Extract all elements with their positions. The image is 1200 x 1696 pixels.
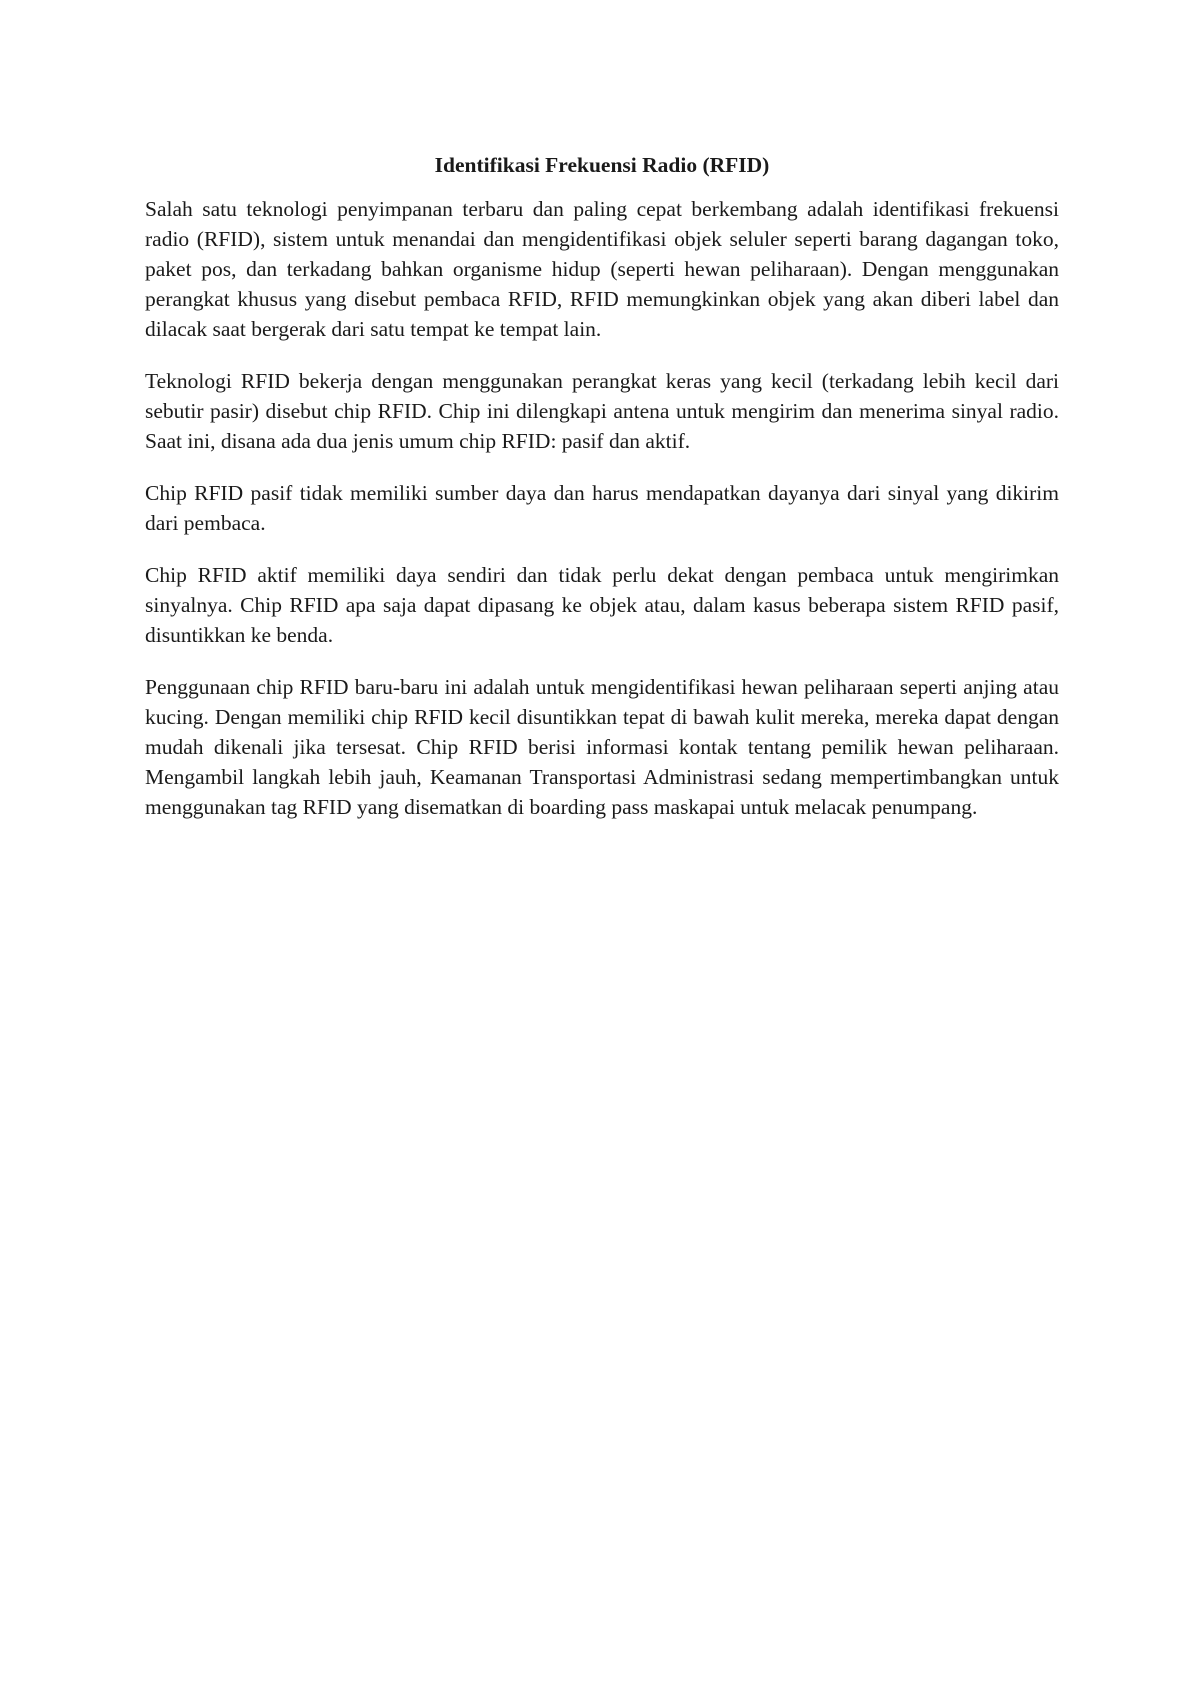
document-body	[145, 150, 1059, 844]
paragraph-how-it-works: Teknologi RFID bekerja dengan menggunakan perangkat keras yang kecil (terkadang lebih kecil dari sebutir pasir) disebut chip RFID. Chip ini dilengkapi antena untuk mengirim dan menerima sinyal radio. Saat ini, disana ada dua jenis umum chip RFID: pasif dan aktif.	[145, 369, 1059, 453]
paragraph-passive-chip: Chip RFID pasif tidak memiliki sumber daya dan harus mendapatkan dayanya dari sinyal yang dikirim dari pembaca.	[145, 481, 1059, 535]
paragraph-active-chip: Chip RFID aktif memiliki daya sendiri dan tidak perlu dekat dengan pembaca untuk mengirimkan sinyalnya. Chip RFID apa saja dapat dipasang ke objek atau, dalam kasus beberapa sistem RFID pasif, disuntikkan ke benda.	[145, 563, 1059, 647]
document-title: Identifikasi Frekuensi Radio (RFID)	[434, 153, 770, 177]
paragraph-intro: Salah satu teknologi penyimpanan terbaru dan paling cepat berkembang adalah identifikasi frekuensi radio (RFID), sistem untuk menandai dan mengidentifikasi objek seluler seperti barang dagangan toko, paket pos, dan terkadang bahkan organisme hidup (seperti hewan peliharaan). Dengan menggunakan perangkat khusus yang disebut pembaca RFID, RFID memungkinkan objek yang akan diberi label dan dilacak saat bergerak dari satu tempat ke tempat lain.	[145, 197, 1059, 341]
paragraph-pet-usage: Penggunaan chip RFID baru-baru ini adalah untuk mengidentifikasi hewan peliharaan seperti anjing atau kucing. Dengan memiliki chip RFID kecil disuntikkan tepat di bawah kulit mereka, mereka dapat dengan mudah dikenali jika tersesat. Chip RFID berisi informasi kontak tentang pemilik hewan peliharaan. Mengambil langkah lebih jauh, Keamanan Transportasi Administrasi sedang mempertimbangkan untuk menggunakan tag RFID yang disematkan di boarding pass maskapai untuk melacak penumpang.	[145, 675, 1059, 819]
